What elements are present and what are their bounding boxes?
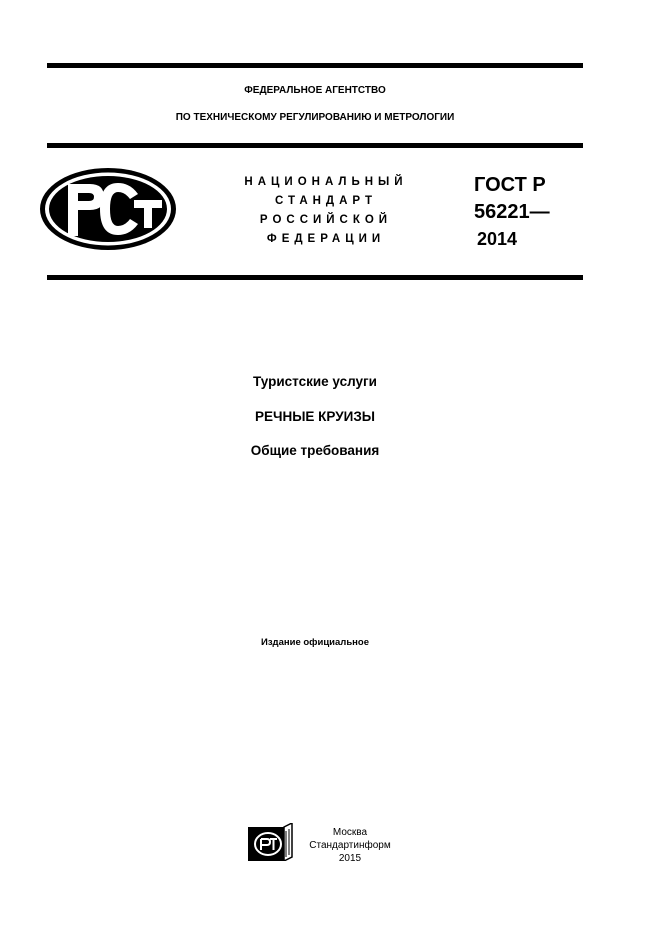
standard-type-line1: НАЦИОНАЛЬНЫЙ [244,176,408,188]
designation-line2: 56221— [474,201,550,223]
header-rule [47,143,583,148]
rst-certification-mark-icon [38,166,178,252]
publication-year: 2015 [338,853,362,864]
agency-name-line2: ПО ТЕХНИЧЕСКОМУ РЕГУЛИРОВАНИЮ И МЕТРОЛОГИИ [175,112,455,123]
agency-name-line1: ФЕДЕРАЛЬНОЕ АГЕНТСТВО [244,85,386,96]
standard-type-line4: ФЕДЕРАЦИИ [266,233,386,245]
standard-type-line3: РОССИЙСКОЙ [259,214,393,226]
publisher-block [300,826,400,865]
designation-line1: ГОСТ Р [474,174,546,196]
edition-label: Издание официальное [261,637,369,648]
designation-line3: 2014 [477,229,518,249]
publisher-name: Стандартинформ [309,840,391,851]
title-line3: Общие требования [250,443,380,458]
standartinform-logo-icon [248,823,294,861]
publisher-city: Москва [332,827,368,838]
standard-designation [474,172,550,253]
standard-type-block [228,173,424,249]
standard-type-line2: СТАНДАРТ [275,195,377,207]
bottom-header-rule [47,275,583,280]
title-line1: Туристские услуги [253,374,377,389]
top-rule [47,63,583,68]
title-line2: РЕЧНЫЕ КРУИЗЫ [254,409,376,424]
